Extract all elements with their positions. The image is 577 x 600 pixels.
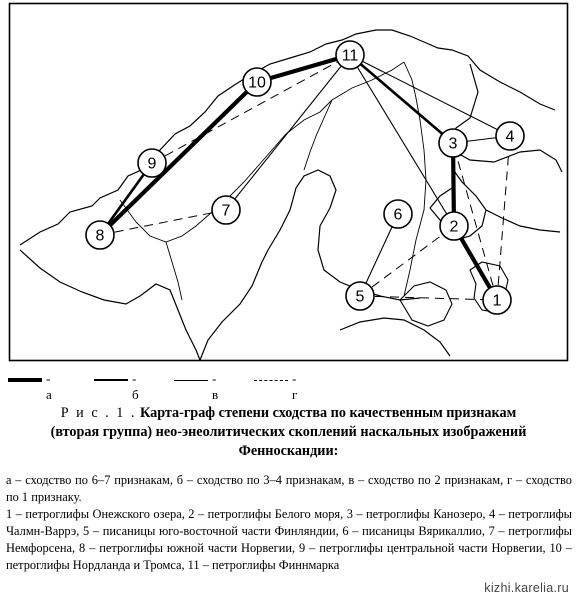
legend-label-g: - г — [292, 371, 298, 402]
coastline-kola — [448, 64, 562, 172]
node-2 — [440, 212, 468, 240]
legend-label-v: - в — [212, 371, 219, 402]
node-10 — [243, 68, 271, 96]
legend-label-b: - б — [132, 371, 139, 402]
node-label-7: 7 — [221, 202, 231, 220]
notes-legend-explanation: а – сходство по 6–7 признакам, б – сходство по 3–4 признакам, в – сходство по 2 признакам, г – сходство по 1 признаку. — [6, 473, 572, 504]
border-finland-russia — [404, 62, 426, 296]
caption-line-2: (вторая группа) нео-энеолитических скоплений наскальных изображений — [50, 424, 527, 440]
graph-edges — [100, 55, 510, 300]
node-6 — [384, 200, 412, 228]
node-label-9: 9 — [147, 155, 157, 173]
legend-label-a: - а — [46, 371, 52, 402]
coastline-bothnia — [268, 170, 420, 300]
caption-line-1 — [0, 404, 577, 423]
edge-5-1 — [360, 296, 497, 300]
node-label-8: 8 — [95, 227, 105, 245]
legend-line-b — [94, 379, 128, 381]
figure-number: Р и с . 1 . — [60, 405, 137, 421]
node-label-10: 10 — [248, 74, 266, 92]
legend — [8, 370, 568, 402]
caption-title-1: Карта-граф степени сходства по качественным признакам — [140, 405, 517, 421]
figure-notes — [6, 472, 572, 574]
node-label-1: 1 — [492, 292, 502, 310]
node-8 — [86, 221, 114, 249]
edge-5-2 — [360, 226, 454, 296]
node-7 — [212, 196, 240, 224]
node-label-3: 3 — [448, 135, 458, 153]
node-label-11: 11 — [341, 47, 359, 65]
node-label-5: 5 — [355, 288, 365, 306]
caption-line-3: Фенноскандии: — [238, 443, 339, 459]
border-sweden-finland — [304, 100, 332, 170]
node-1 — [483, 286, 511, 314]
notes-site-list: 1 – петроглифы Онежского озера, 2 – петроглифы Белого моря, 3 – петроглифы Канозеро, 4 – петроглифы Чалмн-Варрэ, 5 – писаницы юго-восточной части Финляндии, 6 – писаницы Вярикаллио, 7 – петроглифы Немфорсена, 8 – петроглифы южной части Норвегии, 9 – петроглифы центральной части Норвегии, 10 – петроглифы Нордланда и Тромса, 11 – петроглифы Финнмарка — [6, 507, 572, 572]
lake-ladoga — [400, 282, 452, 326]
map-frame — [10, 4, 568, 361]
legend-line-a — [8, 378, 42, 382]
node-11 — [336, 41, 364, 69]
node-4 — [496, 122, 524, 150]
node-label-4: 4 — [505, 128, 515, 146]
coastline-scandinavia — [20, 30, 555, 245]
node-label-6: 6 — [393, 206, 403, 224]
legend-line-v — [174, 380, 208, 381]
node-label-2: 2 — [449, 218, 459, 236]
node-9 — [138, 149, 166, 177]
coastline-baltic — [200, 250, 268, 360]
border-south-sweden — [166, 242, 182, 300]
watermark: kizhi.karelia.ru — [484, 581, 569, 595]
node-5 — [346, 282, 374, 310]
coastline-east — [486, 210, 560, 232]
figure-caption — [0, 404, 577, 461]
legend-line-g — [254, 380, 288, 381]
node-3 — [439, 129, 467, 157]
